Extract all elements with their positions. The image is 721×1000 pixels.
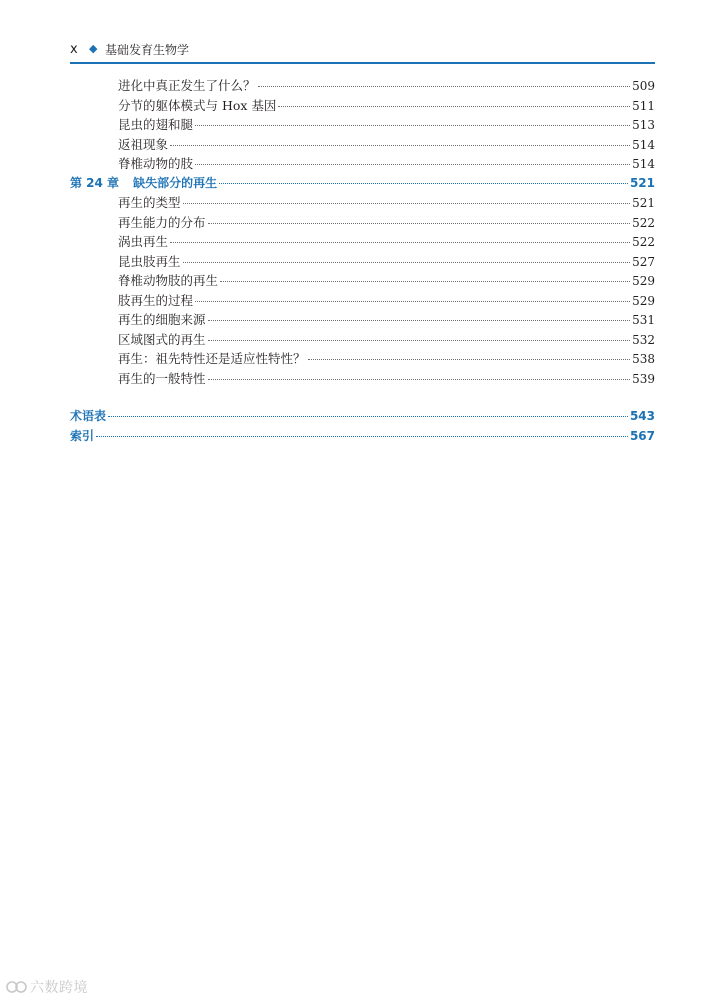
watermark-text: 六数跨境 [30,980,88,996]
toc-entry-page: 527 [632,254,655,269]
index-title: 索引 [70,428,95,443]
dot-leader [208,379,631,380]
toc-entry-title: 脊椎动物的肢 [118,156,194,171]
toc-entry-title: 区域图式的再生 [118,331,206,347]
dot-leader [208,320,631,321]
dot-leader [308,359,631,360]
toc-entry-title: 肢再生的过程 [118,292,194,308]
spacer [70,388,655,407]
toc-entry[interactable] [70,291,655,311]
dot-leader [170,242,630,243]
toc-entry-page: 513 [632,118,655,132]
logo-icon [6,980,28,994]
glossary-page: 543 [629,409,655,423]
toc-entry[interactable] [70,232,655,252]
toc-entry-title: 分节的躯体模式与 Hox 基因 [118,97,277,113]
toc-entry[interactable] [70,310,655,330]
toc-entry[interactable] [70,330,655,350]
toc-entry-page: 509 [632,79,655,93]
toc-entry-title: 进化中真正发生了什么？ [118,78,256,93]
dot-leader [183,262,631,263]
chapter-number: 第 24 章 [70,175,120,190]
dot-leader [220,281,630,282]
toc-entry-title: 涡虫再生 [118,234,169,249]
chapter-page: 521 [629,175,655,190]
toc-entry[interactable] [70,154,655,174]
table-of-contents [70,76,655,446]
toc-entry-title: 再生能力的分布 [118,214,206,230]
dot-leader [208,340,631,341]
toc-entry-page: 522 [632,215,655,230]
dot-leader [195,125,630,126]
toc-entry-page: 514 [632,157,655,171]
dot-leader [208,223,631,224]
toc-entry[interactable] [70,115,655,135]
toc-entry-title: 返祖现象 [118,136,169,152]
toc-entry-title: 再生：祖先特性还是适应性特性？ [118,351,306,366]
toc-entry-title: 再生的细胞来源 [118,312,206,327]
index-page: 567 [629,428,655,443]
dot-leader [96,436,628,437]
toc-entry-title: 昆虫的翅和腿 [118,117,194,132]
dot-leader [195,301,630,302]
toc-entry-page: 529 [632,274,655,288]
toc-entry-title: 脊椎动物肢的再生 [118,273,219,288]
dot-leader [183,203,631,204]
toc-entry[interactable] [70,271,655,291]
dot-leader [170,145,630,146]
dot-leader [108,416,628,417]
dot-leader [219,183,628,184]
toc-entry[interactable] [70,96,655,116]
toc-entry-page: 511 [632,98,655,113]
toc-entry-page: 529 [632,293,655,308]
toc-glossary[interactable] [70,407,655,427]
chapter-title: 缺失部分的再生 [133,175,218,190]
dot-leader [278,106,630,107]
dot-leader [195,164,630,165]
toc-entry-title: 昆虫肢再生 [118,253,181,269]
toc-index[interactable] [70,427,655,447]
toc-entry-page: 521 [632,196,655,210]
running-header [70,40,655,64]
toc-entry[interactable] [70,193,655,213]
toc-entry-page: 539 [632,371,655,386]
toc-entry-page: 532 [632,332,655,347]
book-title: 基础发育生物学 [105,43,190,57]
toc-entry[interactable] [70,349,655,369]
toc-entry-page: 522 [632,235,655,249]
diamond-icon: ◆ [89,42,98,55]
toc-entry[interactable] [70,213,655,233]
glossary-title: 术语表 [70,409,107,423]
toc-entry-page: 538 [632,352,655,366]
toc-entry-title: 再生的类型 [118,195,181,210]
toc-entry[interactable] [70,76,655,96]
toc-entry[interactable] [70,369,655,389]
page-number-roman: x [70,42,78,57]
watermark [6,977,88,997]
toc-entry[interactable] [70,135,655,155]
toc-entry-page: 514 [632,137,655,152]
toc-entry-title: 再生的一般特性 [118,370,206,386]
toc-entry[interactable] [70,252,655,272]
dot-leader [258,86,631,87]
toc-entry-page: 531 [632,313,655,327]
toc-chapter-24[interactable] [70,174,655,194]
